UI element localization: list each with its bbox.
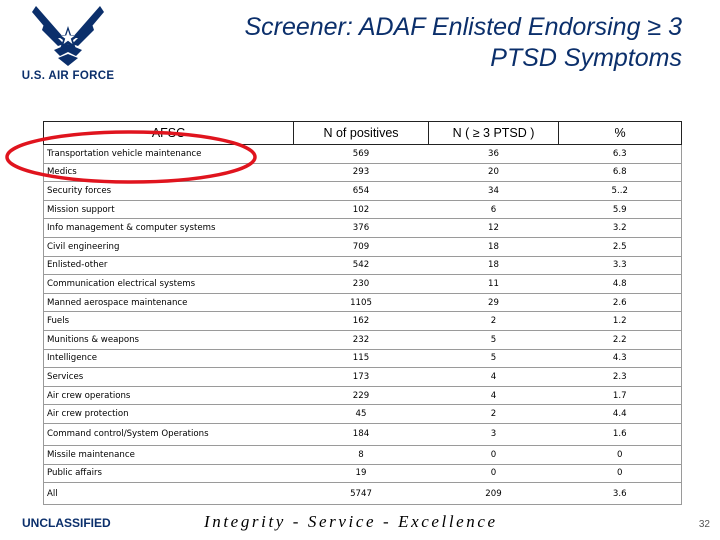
table-row [44, 386, 682, 405]
cell-n-ptsd: 0 [429, 464, 559, 483]
cell-percent: 4.3 [559, 349, 682, 368]
table-row [44, 293, 682, 312]
cell-n-ptsd: 29 [429, 293, 559, 312]
table-row [44, 237, 682, 256]
slide-title-line-1: Screener: ADAF Enlisted Endorsing ≥ 3 [244, 13, 682, 41]
header-n-positives: N of positives [294, 122, 429, 145]
cell-afsc: Air crew protection [44, 405, 294, 424]
cell-percent: 3.2 [559, 219, 682, 238]
header-n-ptsd: N ( ≥ 3 PTSD ) [429, 122, 559, 145]
cell-n-positives: 293 [294, 163, 429, 182]
cell-n-positives: 162 [294, 312, 429, 331]
cell-percent: 2.6 [559, 293, 682, 312]
cell-n-ptsd: 18 [429, 237, 559, 256]
cell-percent: 1.6 [559, 423, 682, 445]
cell-afsc: Manned aerospace maintenance [44, 293, 294, 312]
cell-n-ptsd: 34 [429, 182, 559, 201]
cell-n-positives: 8 [294, 445, 429, 464]
cell-n-positives: 569 [294, 145, 429, 164]
cell-afsc: Missile maintenance [44, 445, 294, 464]
cell-percent: 3.6 [559, 483, 682, 505]
cell-n-ptsd: 0 [429, 445, 559, 464]
cell-afsc: Enlisted-other [44, 256, 294, 275]
cell-n-ptsd: 2 [429, 405, 559, 424]
table-row [44, 349, 682, 368]
table-row [44, 182, 682, 201]
cell-n-positives: 232 [294, 330, 429, 349]
cell-n-ptsd: 36 [429, 145, 559, 164]
table-row [44, 312, 682, 331]
cell-percent: 2.5 [559, 237, 682, 256]
cell-percent: 0 [559, 445, 682, 464]
cell-percent: 1.2 [559, 312, 682, 331]
page-number: 32 [698, 519, 710, 530]
air-force-wordmark: U.S. AIR FORCE [21, 70, 115, 82]
cell-n-ptsd: 2 [429, 312, 559, 331]
cell-n-ptsd: 5 [429, 349, 559, 368]
cell-n-positives: 5747 [294, 483, 429, 505]
classification-label: UNCLASSIFIED [22, 516, 111, 530]
cell-n-ptsd: 4 [429, 386, 559, 405]
cell-n-positives: 1105 [294, 293, 429, 312]
table-row [44, 330, 682, 349]
cell-n-positives: 173 [294, 368, 429, 387]
cell-n-positives: 654 [294, 182, 429, 201]
header-percent: % [559, 122, 682, 145]
table-row [44, 368, 682, 387]
cell-afsc: Info management & computer systems [44, 219, 294, 238]
air-force-wings-icon [14, 4, 122, 70]
cell-afsc: Command control/System Operations [44, 423, 294, 445]
footer-motto: Integrity - Service - Excellence [204, 512, 498, 531]
cell-afsc: Transportation vehicle maintenance [44, 145, 294, 164]
cell-percent: 1.7 [559, 386, 682, 405]
slide-title [122, 12, 682, 74]
cell-afsc: Medics [44, 163, 294, 182]
cell-afsc: All [44, 483, 294, 505]
table-row [44, 145, 682, 164]
cell-percent: 5.9 [559, 200, 682, 219]
cell-afsc: Mission support [44, 200, 294, 219]
cell-n-ptsd: 6 [429, 200, 559, 219]
cell-percent: 6.8 [559, 163, 682, 182]
cell-afsc: Communication electrical systems [44, 275, 294, 294]
table-row [44, 256, 682, 275]
cell-n-positives: 709 [294, 237, 429, 256]
cell-percent: 2.3 [559, 368, 682, 387]
cell-afsc: Civil engineering [44, 237, 294, 256]
table-row [44, 464, 682, 483]
table-row [44, 275, 682, 294]
cell-afsc: Intelligence [44, 349, 294, 368]
cell-percent: 3.3 [559, 256, 682, 275]
cell-afsc: Services [44, 368, 294, 387]
cell-n-positives: 102 [294, 200, 429, 219]
cell-afsc: Security forces [44, 182, 294, 201]
cell-n-ptsd: 12 [429, 219, 559, 238]
table-row [44, 423, 682, 445]
cell-n-positives: 184 [294, 423, 429, 445]
cell-percent: 4.4 [559, 405, 682, 424]
cell-n-positives: 230 [294, 275, 429, 294]
cell-n-ptsd: 209 [429, 483, 559, 505]
cell-afsc: Public affairs [44, 464, 294, 483]
cell-percent: 4.8 [559, 275, 682, 294]
cell-percent: 0 [559, 464, 682, 483]
cell-percent: 5..2 [559, 182, 682, 201]
cell-afsc: Air crew operations [44, 386, 294, 405]
cell-n-positives: 45 [294, 405, 429, 424]
cell-percent: 2.2 [559, 330, 682, 349]
cell-afsc: Fuels [44, 312, 294, 331]
table-row [44, 483, 682, 505]
table-row [44, 163, 682, 182]
cell-n-ptsd: 18 [429, 256, 559, 275]
table-row [44, 200, 682, 219]
table-header-row [44, 122, 682, 145]
table-row [44, 405, 682, 424]
slide-title-line-2: PTSD Symptoms [490, 44, 682, 72]
afsc-ptsd-table [43, 121, 682, 505]
table-row [44, 219, 682, 238]
header-afsc: AFSC [44, 122, 294, 145]
cell-n-ptsd: 20 [429, 163, 559, 182]
air-force-logo [14, 4, 122, 88]
cell-n-ptsd: 3 [429, 423, 559, 445]
cell-n-ptsd: 11 [429, 275, 559, 294]
cell-n-positives: 229 [294, 386, 429, 405]
cell-n-positives: 19 [294, 464, 429, 483]
cell-n-ptsd: 5 [429, 330, 559, 349]
cell-n-positives: 115 [294, 349, 429, 368]
cell-afsc: Munitions & weapons [44, 330, 294, 349]
table-row [44, 445, 682, 464]
cell-percent: 6.3 [559, 145, 682, 164]
cell-n-positives: 376 [294, 219, 429, 238]
cell-n-positives: 542 [294, 256, 429, 275]
cell-n-ptsd: 4 [429, 368, 559, 387]
